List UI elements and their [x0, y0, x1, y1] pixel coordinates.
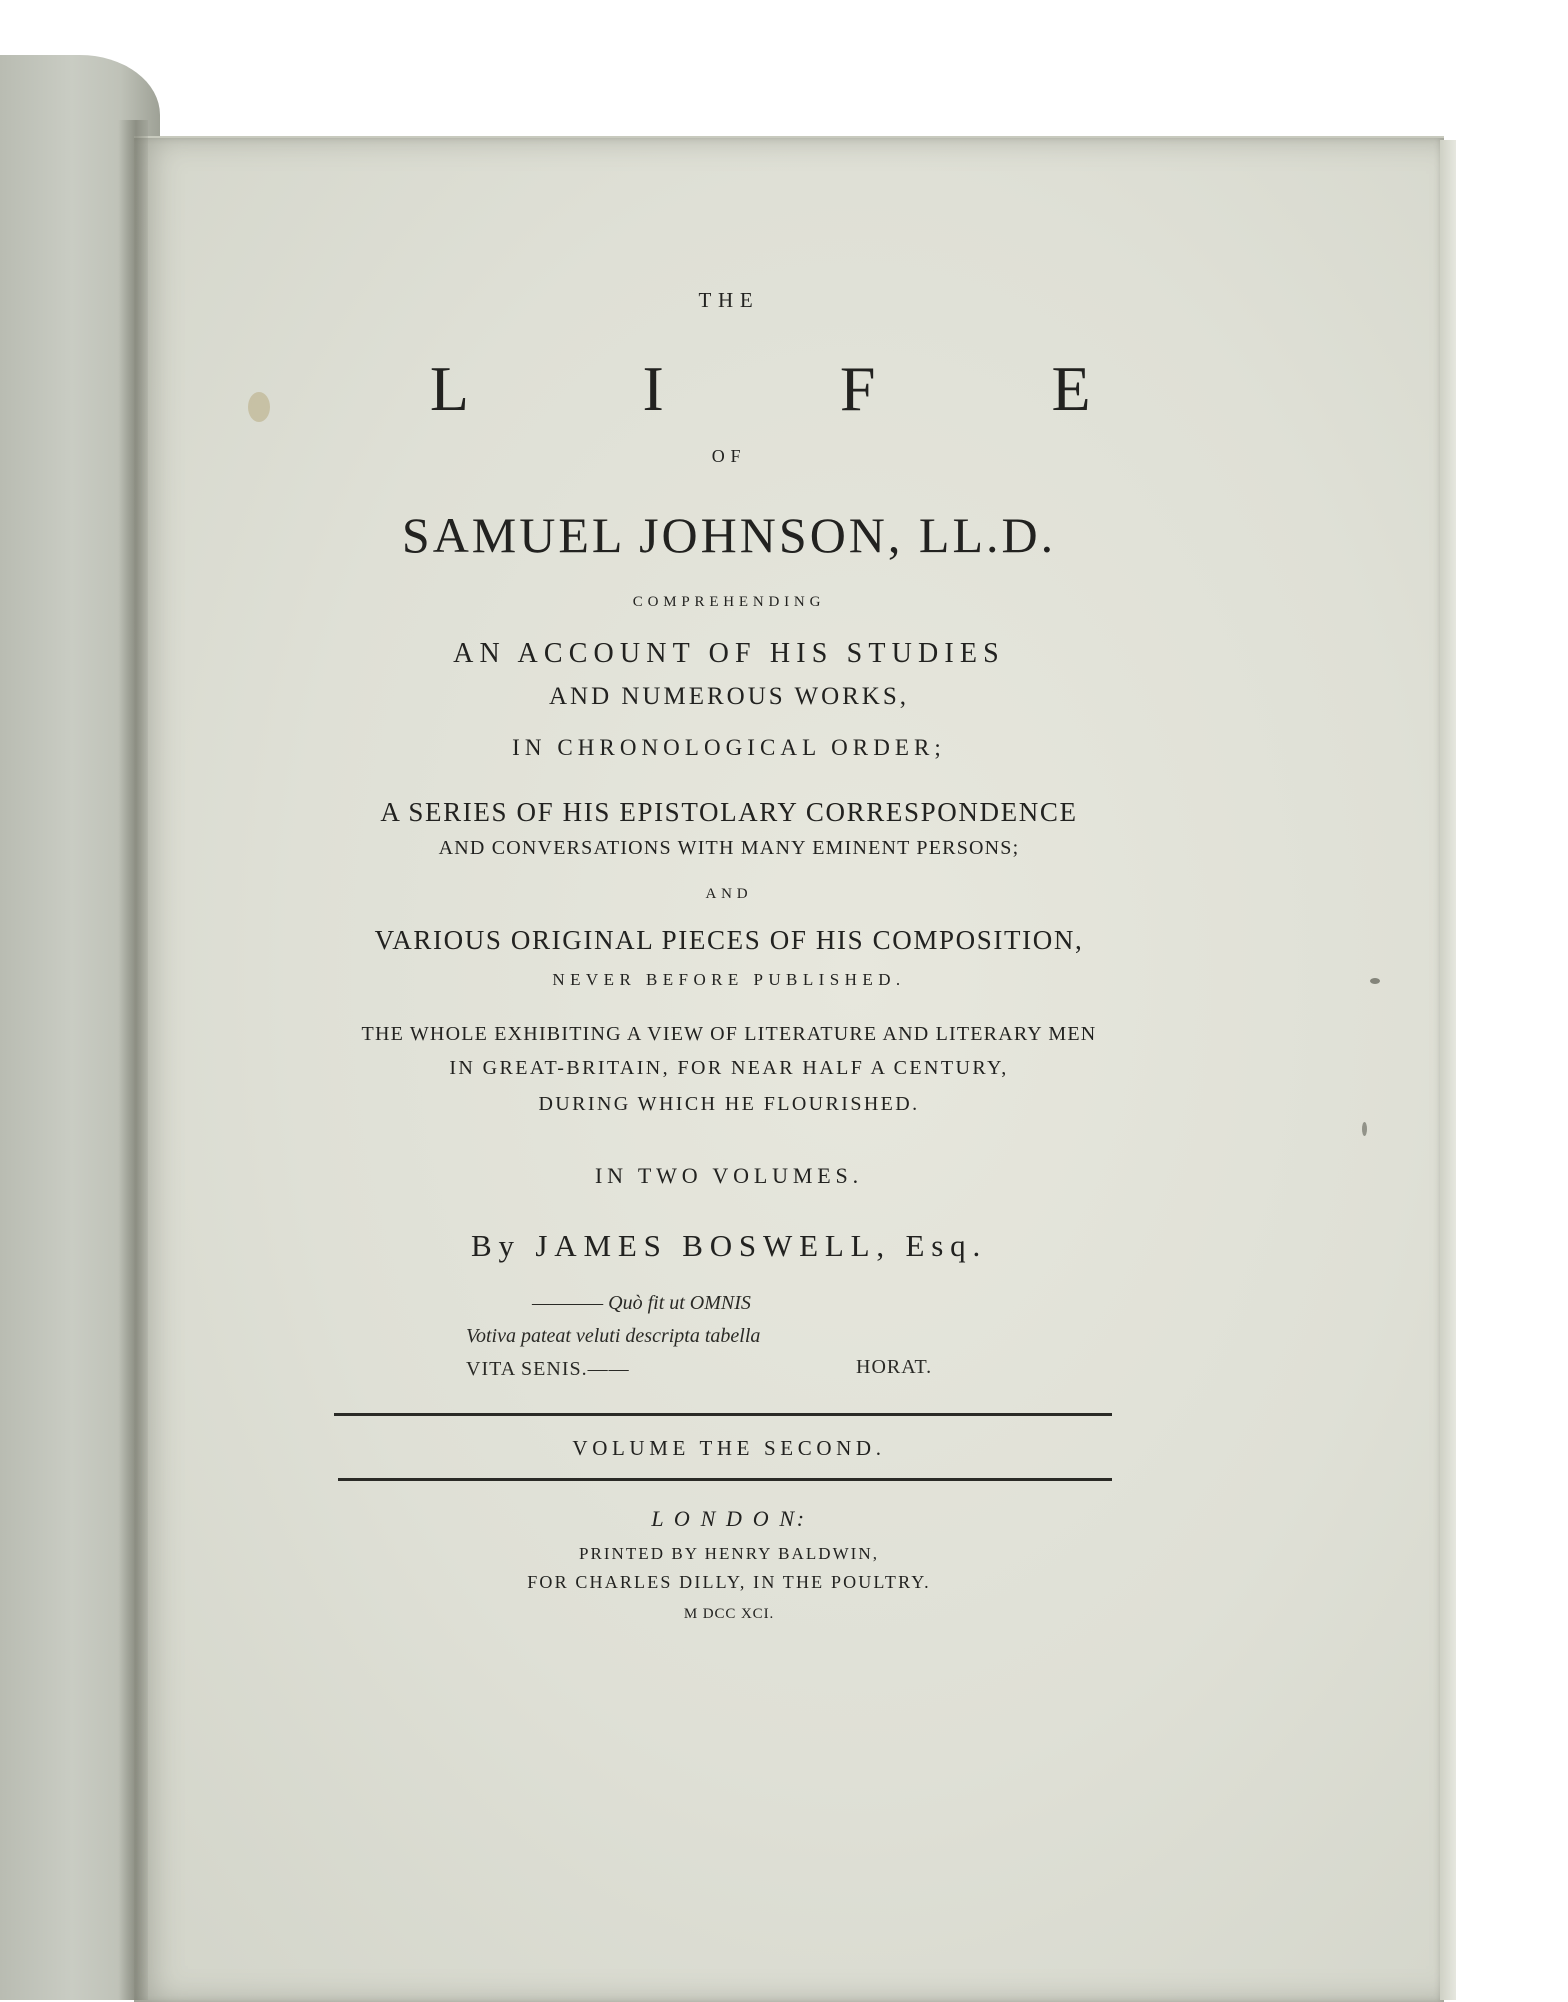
foxing-spot: [1370, 978, 1380, 984]
motto-line-1: ———— Quò fit ut OMNIS: [532, 1292, 751, 1314]
and-label: AND: [705, 886, 753, 902]
title-of: OF: [711, 446, 747, 466]
title-subject: SAMUEL JOHNSON, LL.D.: [401, 507, 1057, 563]
volumes-note: IN TWO VOLUMES.: [595, 1163, 863, 1188]
whole-line-1: THE WHOLE EXHIBITING A VIEW OF LITERATURE AND LITERARY MEN: [361, 1023, 1097, 1045]
pieces-line-1: VARIOUS ORIGINAL PIECES OF HIS COMPOSITION,: [374, 925, 1084, 955]
whole-line-2: IN GREAT-BRITAIN, FOR NEAR HALF A CENTURY,: [449, 1057, 1009, 1079]
account-line-2: AND NUMEROUS WORKS,: [548, 683, 910, 710]
author-line: By JAMES BOSWELL, Esq.: [470, 1228, 988, 1263]
imprint-year: M DCC XCI.: [683, 1606, 775, 1622]
motto-line-2: Votiva pateat veluti descripta tabella: [466, 1325, 761, 1347]
imprint-city: L O N D O N:: [651, 1506, 807, 1531]
imprint-publisher: FOR CHARLES DILLY, IN THE POULTRY.: [527, 1572, 931, 1592]
motto-line-3: VITA SENIS.——: [466, 1358, 630, 1380]
account-line-3: IN CHRONOLOGICAL ORDER;: [512, 735, 946, 760]
motto-attribution: HORAT.: [856, 1356, 933, 1378]
rule-top: [334, 1413, 1112, 1416]
series-line-2: AND CONVERSATIONS WITH MANY EMINENT PERSONS;: [438, 837, 1020, 859]
page-edge: [1440, 140, 1456, 2000]
whole-line-3: DURING WHICH HE FLOURISHED.: [538, 1093, 920, 1115]
volume-label: VOLUME THE SECOND.: [572, 1436, 886, 1460]
title-life: L I F E: [429, 353, 1149, 424]
foxing-spot: [1362, 1122, 1367, 1136]
account-line-1: AN ACCOUNT OF HIS STUDIES: [453, 638, 1005, 669]
rule-bottom: [338, 1478, 1112, 1481]
comprehending-label: COMPREHENDING: [632, 594, 826, 610]
pieces-line-2: NEVER BEFORE PUBLISHED.: [552, 970, 906, 989]
imprint-printer: PRINTED BY HENRY BALDWIN,: [578, 1544, 879, 1563]
series-line-1: A SERIES OF HIS EPISTOLARY CORRESPONDENCE: [380, 797, 1078, 827]
title-the: THE: [698, 288, 760, 312]
